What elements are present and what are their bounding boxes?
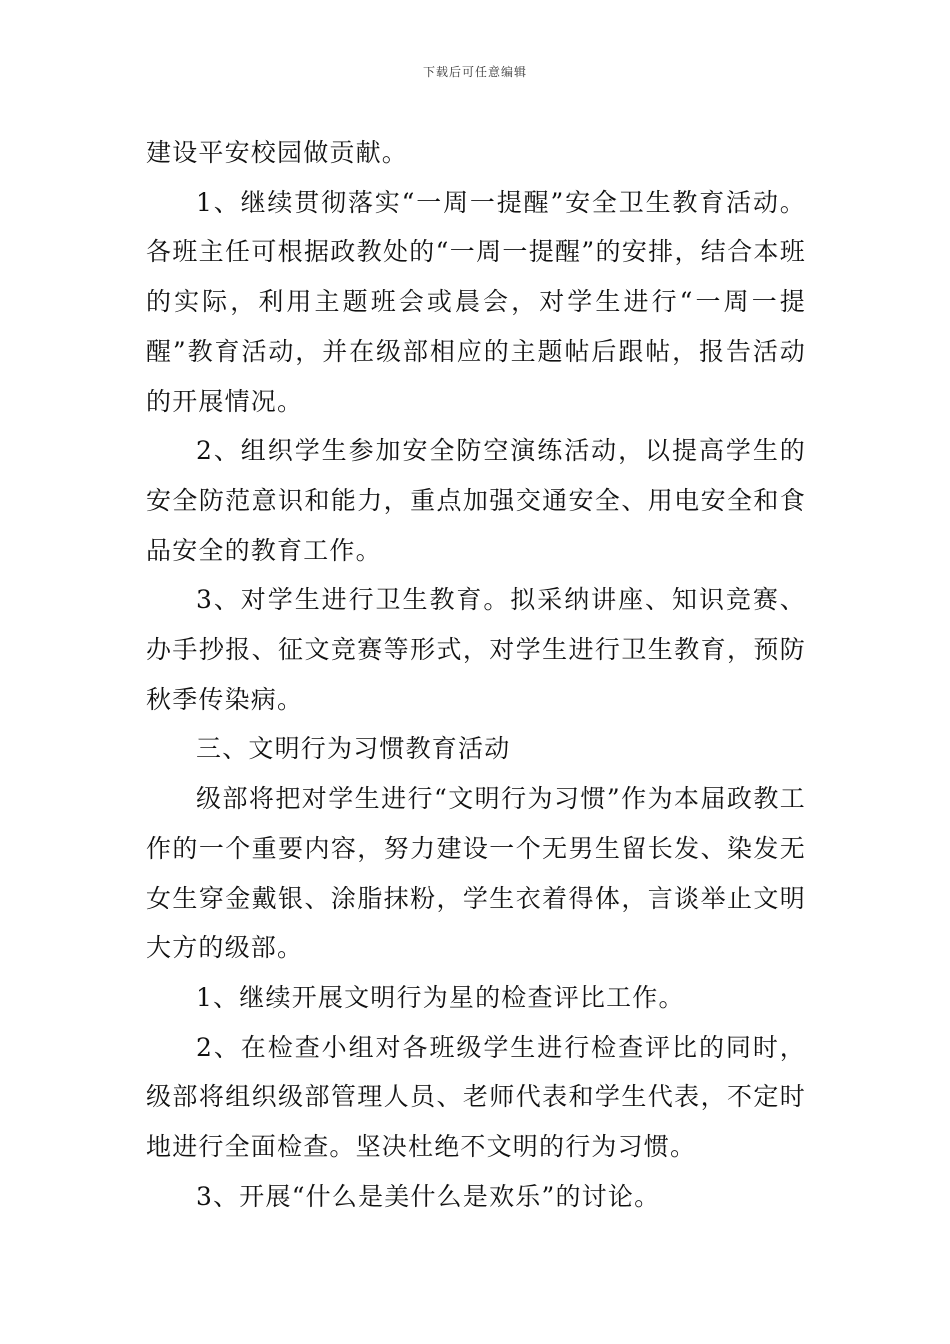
paragraph-section-intro: 级部将把对学生进行“文明行为习惯”作为本届政教工作的一个重要内容，努力建设一个无男生留长发、染发无女生穿金戴银、涂脂抹粉，学生衣着得体，言谈举止文明大方的级部。 [146,784,806,963]
paragraph-item-2-inspection: 2、在检查小组对各班级学生进行检查评比的同时，级部将组织级部管理人员、老师代表和学生代表，不定时地进行全面检查。坚决杜绝不文明的行为习惯。 [146,1032,806,1162]
paragraph-item-3-hygiene-education: 3、对学生进行卫生教育。拟采纳讲座、知识竞赛、办手抄报、征文竞赛等形式，对学生进行卫生教育，预防秋季传染病。 [146,585,806,714]
paragraph-item-2-air-defense-drill: 2、组织学生参加安全防空演练活动，以提高学生的安全防范意识和能力，重点加强交通安全、用电安全和食品安全的教育工作。 [146,436,806,565]
paragraph-item-1-star-evaluation: 1、继续开展文明行为星的检查评比工作。 [196,982,685,1012]
paragraph-continuation: 建设平安校园做贡献。 [146,138,409,167]
page-header-note: 下载后可任意编辑 [422,65,527,79]
paragraph-item-1-weekly-reminder: 1、继续贯彻落实“一周一提醒”安全卫生教育活动。各班主任可根据政教处的“一周一提醒”的安排，结合本班的实际，利用主题班会或晨会，对学生进行“一周一提醒”教育活动，并在级部相应的主题帖后跟帖，报告活动的开展情况。 [146,187,806,416]
document-body [146,128,806,1221]
paragraph-item-3-discussion: 3、开展“什么是美什么是欢乐”的讨论。 [196,1181,661,1211]
section-heading-civilized-behavior: 三、文明行为习惯教育活动 [196,734,511,764]
